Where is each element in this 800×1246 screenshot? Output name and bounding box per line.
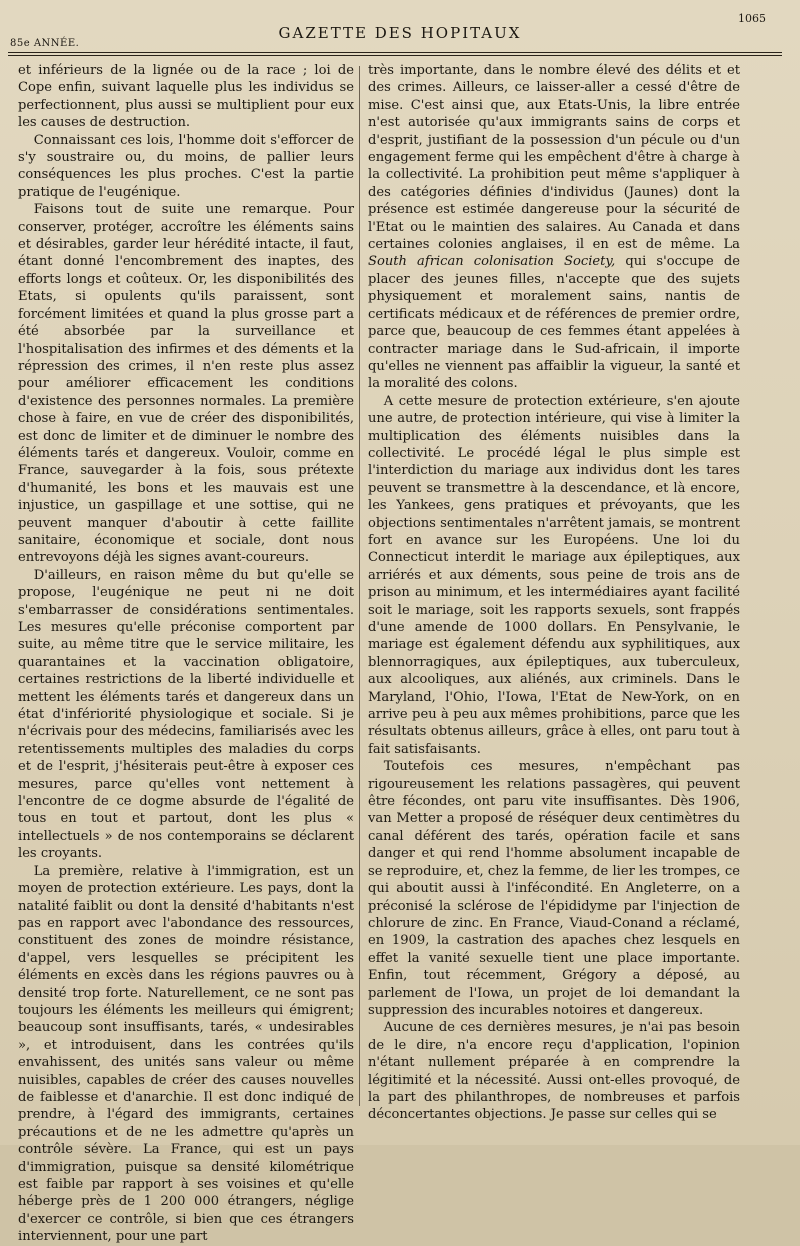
paragraph-text: qui s'occupe de placer des jeunes filles, n'accepte que des sujets physiquement et moralement sains, nantis de certificats médicaux et de références de premier ordre, parce que, beaucoup de ces femmes étant appelées à contracter mariage dans le Sud-africain, il importe qu'elles ne viennent pas affaiblir la vigueur, la santé et la moralité des colons. (368, 254, 740, 392)
paragraph: Aucune de ces dernières mesures, je n'ai pas besoin de le dire, n'a encore reçu d'application, l'opinion n'étant nullement préparée à en comprendre la légitimité et la nécessité. Aussi ont-elles provoqué, de la part des philanthropes, de nombreuses et parfois déconcertantes objections. Je passe sur celles qui se (368, 1020, 740, 1123)
journal-title: GAZETTE DES HOPITAUX (278, 24, 522, 42)
paragraph: Faisons tout de suite une remarque. Pour conserver, protéger, accroître les éléments sains et désirables, garder leur hérédité intacte, il faut, étant donné l'encombrement des inaptes, des efforts longs et coûteux. Or, les disponibilités des Etats, si opulents qu'ils paraissent, sont forcément limitées et quand la plus grosse part a été absorbée par la surveillance et l'hospitalisation des infirmes et des déments et la répression des crimes, il n'en reste plus assez pour améliorer efficacement les conditions d'existence des personnes normales. La première chose à faire, en vue de créer des disponibilités, est donc de limiter et de diminuer le nombre des éléments tarés et dangereux. Vouloir, comme en France, sauvegarder à la fois, sous prétexte d'humanité, les bons et les mauvais est une injustice, un gaspillage et une sottise, qui ne peuvent manquer d'aboutir à cette faillite sanitaire, économique et sociale, dont nous entrevoyons déjà les signes avant-coureurs. (18, 202, 354, 566)
paragraph: et inférieurs de la lignée ou de la race ; loi de Cope enfin, suivant laquelle plus les individus se perfectionnent, plus aussi se multiplient pour eux les causes de destruction. (18, 63, 354, 131)
paragraph: D'ailleurs, en raison même du but qu'elle se propose, l'eugénique ne peut ni ne doit s'embarrasser de considérations sentimentales. Les mesures qu'elle préconise comportent par suite, au même titre que le service militaire, les quarantaines et la vaccination obligatoire, certaines restrictions de la liberté individuelle et mettent les éléments tarés et dangereux dans un état d'infériorité physiologique et sociale. Si je n'écrivais pour des médecins, familiarisés avec les retentissements multiples des maladies du corps et de l'esprit, j'hésiterais peut-être à exposer ces mesures, parce qu'elles vont nettement à l'encontre de ce dogme absurde de l'égalité de tous en tout et partout, dont les plus « intellectuels » de nos contemporains se déclarent les croyants. (18, 567, 354, 862)
year-label: 85e ANNÉE. (10, 38, 80, 49)
paragraph: Toutefois ces mesures, n'empêchant pas rigoureusement les relations passagères, qui peuvent être fécondes, ont paru vite insuffisantes. Dès 1906, van Metter a proposé de réséquer deux centimètres du canal déférent des tarés, opération facile et sans danger et qui rend l'homme absolument incapable de se reproduire, et, chez la femme, de lier les trompes, ce qui aboutit aussi à l'infécondité. En Angleterre, on a préconisé la sclérose de l'épididyme par l'injection de chlorure de zinc. En France, Viaud-Conand a réclamé, en 1909, la castration des apaches chez lesquels en effet la vanité sexuelle tient une place importante. Enfin, tout récemment, Grégory a déposé, au parlement de l'Iowa, un projet de loi demandant la suppression des incurables notoires et dangereux. (368, 759, 740, 1018)
right-column (368, 62, 740, 1122)
paragraph: A cette mesure de protection extérieure, s'en ajoute une autre, de protection intérieure, qui vise à limiter la multiplication des éléments nuisibles dans la collectivité. Le procédé légal le plus simple est l'interdiction du mariage aux individus dont les tares peuvent se transmettre à la descendance, et là encore, les Yankees, gens pratiques et prévoyants, que les objections sentimentales n'arrêtent jamais, se montrent fort en avance sur les Européens. Une loi du Connecticut interdit le mariage aux épileptiques, aux arriérés et aux déments, sous peine de trois ans de prison au minimum, et les intermédiaires ayant facilité soit le mariage, soit les rapports sexuels, sont frappés d'une amende de 1000 dollars. En Pensylvanie, le mariage est également défendu aux syphilitiques, aux blennorragiques, aux épileptiques, aux tuberculeux, aux alcooliques, aux aliénés, aux criminels. Dans le Maryland, l'Ohio, l'Iowa, l'Etat de New-York, on en arrive peu à peu aux mêmes prohibitions, parce que les résultats obtenus ailleurs, grâce à elles, ont paru tout à fait satisfaisants. (368, 393, 740, 757)
header-rule (8, 52, 782, 53)
paragraph-text: très importante, dans le nombre élevé des délits et et des crimes. Ailleurs, ce laisser-aller a cessé d'être de mise. C'est ainsi que, aux Etats-Unis, la libre entrée n'est autorisée qu'aux immigrants sains de corps et d'esprit, justifiant de la possession d'un pécule ou d'un engagement ferme qui les empêchent d'être à charge à la collectivité. La prohibition peut même s'appliquer à des catégories définies d'individus (Jaunes) dont la présence est estimée dangereuse pour la sécurité de l'Etat ou le maintien des salaires. Au Canada et dans certaines colonies anglaises, il en est de même. La (368, 63, 740, 253)
paragraph: Connaissant ces lois, l'homme doit s'efforcer de s'y soustraire ou, du moins, de pallier leurs conséquences les plus proches. C'est la partie pratique de l'eugénique. (18, 132, 354, 200)
column-divider (359, 66, 360, 1106)
header-rule-double (8, 55, 782, 56)
society-name: South african colonisation Society, (368, 254, 616, 270)
page-number: 1065 (738, 12, 766, 25)
page-header (0, 0, 800, 60)
paragraph (368, 62, 740, 393)
paragraph: La première, relative à l'immigration, est un moyen de protection extérieure. Les pays, dont la natalité faiblit ou dont la densité d'habitants n'est pas en rapport avec l'abondance des ressources, constituent des zones de moindre résistance, d'appel, vers lesquelles se précipitent les éléments en excès dans les régions pauvres ou à densité trop forte. Naturellement, ce ne sont pas toujours les éléments les meilleurs qui émigrent; beaucoup sont insuffisants, tarés, « undesirables », et introduisent, dans les contrées qu'ils envahissent, des unités sans valeur ou même nuisibles, capables de créer des causes nouvelles de faiblesse et d'anarchie. Il est donc indiqué de prendre, à l'égard des immigrants, certaines précautions et de ne les admettre qu'après un contrôle sévère. La France, qui est un pays d'immigration, puisque sa densité kilométrique est faible par rapport à ses voisines et qu'elle héberge près de 1 200 000 étrangers, néglige d'exercer ce contrôle, si bien que ces étrangers interviennent, pour une part (18, 863, 354, 1245)
left-column (18, 62, 354, 1245)
